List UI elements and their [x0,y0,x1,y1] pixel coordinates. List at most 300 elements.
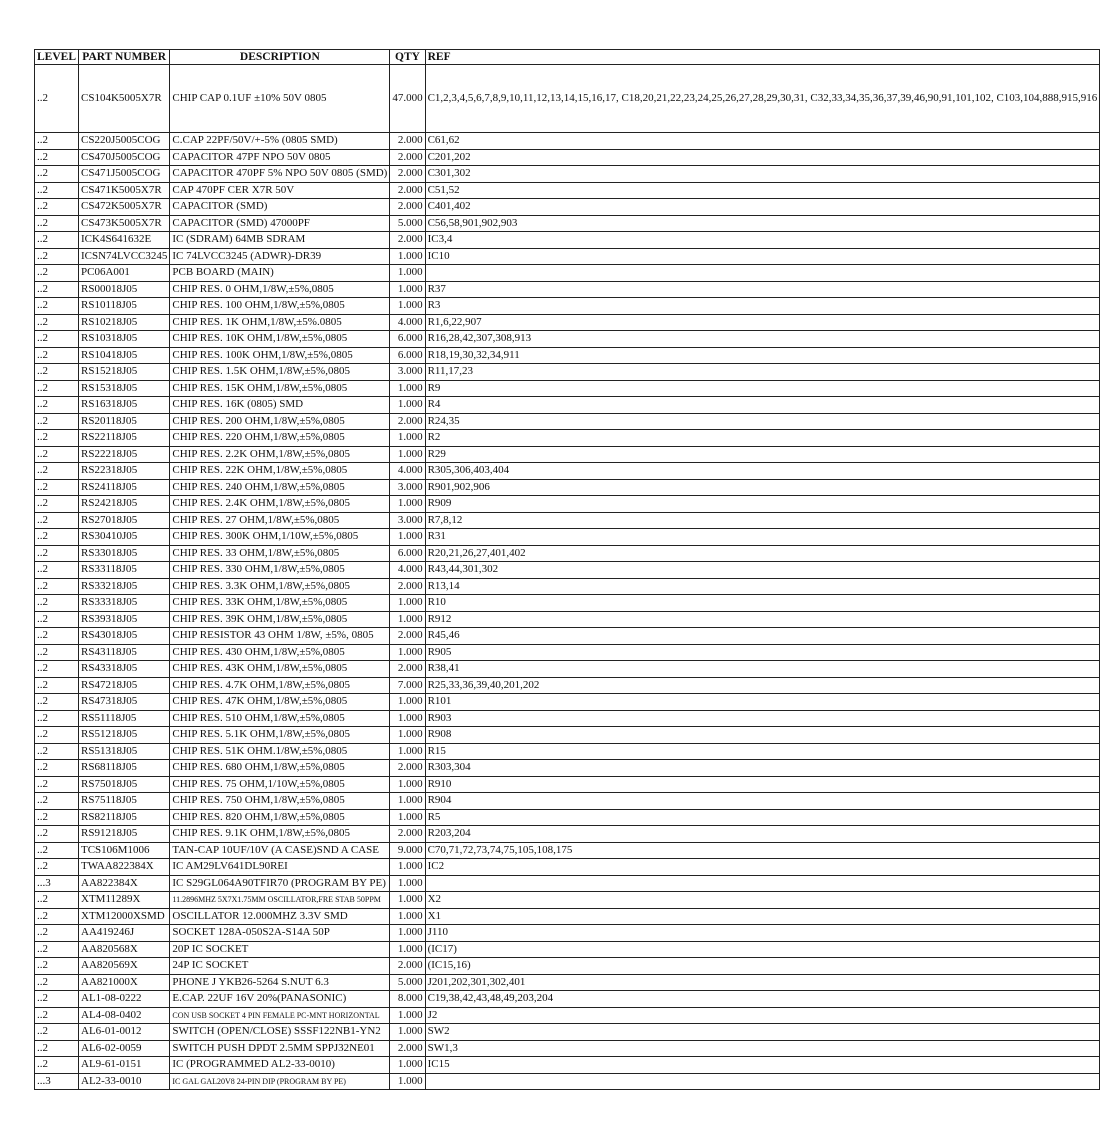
table-row [35,727,1100,744]
cell-description: IC AM29LV641DL90REI [170,859,390,876]
cell-part-number: CS473K5005X7R [79,215,170,232]
cell-ref: J201,202,301,302,401 [425,974,1100,991]
cell-qty: 1.000 [390,397,425,414]
cell-description: CHIP RESISTOR 43 OHM 1/8W, ±5%, 0805 [170,628,390,645]
table-row [35,958,1100,975]
cell-level: ..2 [35,199,79,216]
cell-ref: R909 [425,496,1100,513]
cell-part-number: CS220J5005COG [79,133,170,150]
bom-table [34,49,1100,1090]
cell-part-number: RS10218J05 [79,314,170,331]
table-row [35,908,1100,925]
header-description: DESCRIPTION [170,50,390,65]
cell-description: CHIP RES. 33K OHM,1/8W,±5%,0805 [170,595,390,612]
cell-description: CAPACITOR (SMD) [170,199,390,216]
cell-level: ..2 [35,776,79,793]
cell-ref: R901,902,906 [425,479,1100,496]
cell-description: C.CAP 22PF/50V/+-5% (0805 SMD) [170,133,390,150]
table-row [35,941,1100,958]
table-row [35,529,1100,546]
cell-part-number: ICSN74LVCC3245 [79,248,170,265]
cell-part-number: RS24218J05 [79,496,170,513]
cell-description: CHIP CAP 0.1UF ±10% 50V 0805 [170,65,390,133]
table-row [35,743,1100,760]
cell-description: CHIP RES. 1K OHM,1/8W,±5%.0805 [170,314,390,331]
cell-part-number: RS33318J05 [79,595,170,612]
cell-part-number: XTM11289X [79,892,170,909]
cell-part-number: CS104K5005X7R [79,65,170,133]
cell-ref: R908 [425,727,1100,744]
table-row [35,265,1100,282]
cell-qty: 1.000 [390,298,425,315]
cell-qty: 2.000 [390,958,425,975]
table-row [35,925,1100,942]
cell-description: CHIP RES. 240 OHM,1/8W,±5%,0805 [170,479,390,496]
cell-description: CHIP RES. 15K OHM,1/8W,±5%,0805 [170,380,390,397]
cell-qty: 2.000 [390,182,425,199]
table-row [35,661,1100,678]
cell-level: ..2 [35,826,79,843]
cell-qty: 1.000 [390,446,425,463]
cell-part-number: RS43318J05 [79,661,170,678]
cell-level: ..2 [35,1024,79,1041]
table-row [35,512,1100,529]
cell-qty: 3.000 [390,512,425,529]
cell-level: ..2 [35,677,79,694]
table-row [35,397,1100,414]
table-row [35,842,1100,859]
cell-qty: 4.000 [390,562,425,579]
cell-part-number: XTM12000XSMD [79,908,170,925]
cell-ref: R29 [425,446,1100,463]
cell-ref: R912 [425,611,1100,628]
cell-level: ..2 [35,595,79,612]
cell-part-number: TWAA822384X [79,859,170,876]
cell-description: CHIP RES. 510 OHM,1/8W,±5%,0805 [170,710,390,727]
cell-description: CHIP RES. 300K OHM,1/10W,±5%,0805 [170,529,390,546]
cell-part-number: RS47218J05 [79,677,170,694]
cell-part-number: RS91218J05 [79,826,170,843]
cell-ref: IC15 [425,1057,1100,1074]
cell-level: ...3 [35,875,79,892]
cell-ref: R904 [425,793,1100,810]
cell-description: CHIP RES. 3.3K OHM,1/8W,±5%,0805 [170,578,390,595]
cell-part-number: AA821000X [79,974,170,991]
table-row [35,182,1100,199]
cell-ref: R7,8,12 [425,512,1100,529]
cell-qty: 7.000 [390,677,425,694]
cell-level: ..2 [35,65,79,133]
cell-qty: 1.000 [390,892,425,909]
cell-description: CHIP RES. 430 OHM,1/8W,±5%,0805 [170,644,390,661]
cell-description: 24P IC SOCKET [170,958,390,975]
cell-ref: C1,2,3,4,5,6,7,8,9,10,11,12,13,14,15,16,17, C18,20,21,22,23,24,25,26,27,28,29,30,31, C32,33,34,35,36,37,39,46,90,91,101,102, C103,104,888,915,916 [425,65,1100,133]
cell-ref [425,875,1100,892]
cell-part-number: RS20118J05 [79,413,170,430]
cell-level: ..2 [35,479,79,496]
cell-level: ..2 [35,842,79,859]
cell-qty: 2.000 [390,232,425,249]
table-row [35,611,1100,628]
cell-part-number: RS39318J05 [79,611,170,628]
cell-ref: R45,46 [425,628,1100,645]
cell-part-number: RS33018J05 [79,545,170,562]
cell-part-number: RS51118J05 [79,710,170,727]
cell-qty: 2.000 [390,199,425,216]
cell-description: CHIP RES. 9.1K OHM,1/8W,±5%,0805 [170,826,390,843]
cell-qty: 5.000 [390,215,425,232]
cell-level: ..2 [35,941,79,958]
cell-description: CHIP RES. 200 OHM,1/8W,±5%,0805 [170,413,390,430]
table-row [35,875,1100,892]
cell-level: ..2 [35,430,79,447]
table-row [35,496,1100,513]
cell-level: ..2 [35,578,79,595]
cell-qty: 1.000 [390,1007,425,1024]
cell-ref: R18,19,30,32,34,911 [425,347,1100,364]
cell-level: ..2 [35,380,79,397]
table-row [35,413,1100,430]
cell-ref: R5 [425,809,1100,826]
table-row [35,199,1100,216]
cell-level: ..2 [35,991,79,1008]
cell-ref: R305,306,403,404 [425,463,1100,480]
cell-qty: 2.000 [390,578,425,595]
cell-part-number: AL4-08-0402 [79,1007,170,1024]
cell-description: IC 74LVCC3245 (ADWR)-DR39 [170,248,390,265]
cell-qty: 1.000 [390,710,425,727]
cell-part-number: RS22318J05 [79,463,170,480]
cell-description: CON USB SOCKET 4 PIN FEMALE PC-MNT HORIZONTAL [170,1007,390,1024]
cell-ref [425,265,1100,282]
table-row [35,892,1100,909]
cell-level: ..2 [35,710,79,727]
cell-description: CAP 470PF CER X7R 50V [170,182,390,199]
cell-description: CHIP RES. 680 OHM,1/8W,±5%,0805 [170,760,390,777]
cell-ref: R903 [425,710,1100,727]
cell-ref: C19,38,42,43,48,49,203,204 [425,991,1100,1008]
cell-level: ..2 [35,628,79,645]
cell-part-number: CS472K5005X7R [79,199,170,216]
table-row [35,215,1100,232]
table-row [35,760,1100,777]
cell-qty: 2.000 [390,661,425,678]
cell-ref: C401,402 [425,199,1100,216]
cell-part-number: RS75118J05 [79,793,170,810]
cell-qty: 2.000 [390,628,425,645]
cell-part-number: RS10318J05 [79,331,170,348]
cell-qty: 2.000 [390,413,425,430]
cell-level: ..2 [35,413,79,430]
cell-ref: R9 [425,380,1100,397]
cell-part-number: RS51218J05 [79,727,170,744]
cell-qty: 1.000 [390,430,425,447]
cell-part-number: RS33118J05 [79,562,170,579]
cell-qty: 1.000 [390,380,425,397]
table-row [35,364,1100,381]
cell-description: PCB BOARD (MAIN) [170,265,390,282]
cell-ref: C70,71,72,73,74,75,105,108,175 [425,842,1100,859]
cell-ref: R31 [425,529,1100,546]
cell-qty: 1.000 [390,496,425,513]
cell-description: CHIP RES. 16K (0805) SMD [170,397,390,414]
table-row [35,463,1100,480]
cell-ref: R43,44,301,302 [425,562,1100,579]
cell-description: CAPACITOR (SMD) 47000PF [170,215,390,232]
cell-level: ..2 [35,149,79,166]
table-row [35,809,1100,826]
cell-description: CHIP RES. 820 OHM,1/8W,±5%,0805 [170,809,390,826]
cell-level: ..2 [35,661,79,678]
cell-ref: X2 [425,892,1100,909]
cell-level: ..2 [35,281,79,298]
cell-ref: C61,62 [425,133,1100,150]
cell-ref: R905 [425,644,1100,661]
cell-description: CHIP RES. 5.1K OHM,1/8W,±5%,0805 [170,727,390,744]
header-row [35,50,1100,65]
cell-qty: 9.000 [390,842,425,859]
table-row [35,1073,1100,1090]
table-row [35,710,1100,727]
cell-level: ..2 [35,298,79,315]
cell-qty: 1.000 [390,694,425,711]
cell-description: IC GAL GAL20V8 24-PIN DIP (PROGRAM BY PE) [170,1073,390,1090]
cell-qty: 1.000 [390,809,425,826]
cell-part-number: RS16318J05 [79,397,170,414]
cell-part-number: RS51318J05 [79,743,170,760]
cell-ref: R303,304 [425,760,1100,777]
cell-qty: 1.000 [390,743,425,760]
cell-ref: R10 [425,595,1100,612]
cell-ref: R16,28,42,307,308,913 [425,331,1100,348]
table-row [35,628,1100,645]
table-row [35,578,1100,595]
cell-description: CHIP RES. 100 OHM,1/8W,±5%,0805 [170,298,390,315]
cell-description: CHIP RES. 22K OHM,1/8W,±5%,0805 [170,463,390,480]
cell-part-number: RS15218J05 [79,364,170,381]
cell-part-number: AL6-02-0059 [79,1040,170,1057]
cell-level: ..2 [35,397,79,414]
cell-part-number: RS10418J05 [79,347,170,364]
cell-qty: 1.000 [390,644,425,661]
cell-part-number: AA820569X [79,958,170,975]
cell-ref: R37 [425,281,1100,298]
header-level: LEVEL [35,50,79,65]
cell-ref: SW1,3 [425,1040,1100,1057]
cell-part-number: RS22118J05 [79,430,170,447]
cell-level: ..2 [35,809,79,826]
cell-qty: 4.000 [390,314,425,331]
cell-ref: J2 [425,1007,1100,1024]
table-row [35,826,1100,843]
cell-description: CHIP RES. 10K OHM,1/8W,±5%,0805 [170,331,390,348]
cell-description: SWITCH PUSH DPDT 2.5MM SPPJ32NE01 [170,1040,390,1057]
cell-part-number: AL9-61-0151 [79,1057,170,1074]
table-row [35,677,1100,694]
cell-part-number: RS22218J05 [79,446,170,463]
cell-level: ..2 [35,1040,79,1057]
table-row [35,991,1100,1008]
cell-description: CHIP RES. 100K OHM,1/8W,±5%,0805 [170,347,390,364]
cell-ref: C301,302 [425,166,1100,183]
cell-qty: 2.000 [390,826,425,843]
cell-level: ..2 [35,232,79,249]
cell-qty: 47.000 [390,65,425,133]
cell-qty: 2.000 [390,149,425,166]
cell-description: CHIP RES. 4.7K OHM,1/8W,±5%,0805 [170,677,390,694]
cell-ref: SW2 [425,1024,1100,1041]
cell-level: ..2 [35,331,79,348]
cell-description: PHONE J YKB26-5264 S.NUT 6.3 [170,974,390,991]
bom-body [35,65,1100,1090]
cell-qty: 1.000 [390,248,425,265]
cell-level: ..2 [35,925,79,942]
cell-qty: 1.000 [390,941,425,958]
header-part-number: PART NUMBER [79,50,170,65]
cell-qty: 3.000 [390,479,425,496]
cell-part-number: CS471J5005COG [79,166,170,183]
header-ref: REF [425,50,1100,65]
cell-description: CHIP RES. 330 OHM,1/8W,±5%,0805 [170,562,390,579]
cell-qty: 1.000 [390,793,425,810]
cell-qty: 1.000 [390,265,425,282]
cell-description: CHIP RES. 750 OHM,1/8W,±5%,0805 [170,793,390,810]
cell-part-number: CS471K5005X7R [79,182,170,199]
table-row [35,166,1100,183]
cell-level: ..2 [35,347,79,364]
cell-description: CHIP RES. 1.5K OHM,1/8W,±5%,0805 [170,364,390,381]
cell-description: CHIP RES. 2.4K OHM,1/8W,±5%,0805 [170,496,390,513]
cell-level: ..2 [35,248,79,265]
cell-part-number: RS00018J05 [79,281,170,298]
cell-part-number: RS43018J05 [79,628,170,645]
cell-qty: 1.000 [390,727,425,744]
cell-ref: C56,58,901,902,903 [425,215,1100,232]
cell-part-number: RS43118J05 [79,644,170,661]
table-row [35,380,1100,397]
cell-ref: R38,41 [425,661,1100,678]
cell-level: ..2 [35,760,79,777]
cell-level: ..2 [35,446,79,463]
cell-part-number: AL1-08-0222 [79,991,170,1008]
cell-description: CHIP RES. 220 OHM,1/8W,±5%,0805 [170,430,390,447]
cell-level: ..2 [35,743,79,760]
cell-part-number: AA419246J [79,925,170,942]
cell-qty: 1.000 [390,875,425,892]
cell-ref: R20,21,26,27,401,402 [425,545,1100,562]
cell-level: ..2 [35,793,79,810]
cell-ref: IC3,4 [425,232,1100,249]
cell-part-number: CS470J5005COG [79,149,170,166]
cell-ref: IC10 [425,248,1100,265]
table-row [35,644,1100,661]
table-row [35,298,1100,315]
cell-part-number: TCS106M1006 [79,842,170,859]
cell-level: ..2 [35,908,79,925]
cell-description: IC (SDRAM) 64MB SDRAM [170,232,390,249]
cell-level: ..2 [35,562,79,579]
cell-description: CHIP RES. 51K OHM.1/8W,±5%,0805 [170,743,390,760]
cell-qty: 1.000 [390,529,425,546]
cell-description: CAPACITOR 470PF 5% NPO 50V 0805 (SMD) [170,166,390,183]
cell-ref: R2 [425,430,1100,447]
cell-qty: 1.000 [390,1057,425,1074]
table-row [35,133,1100,150]
cell-qty: 6.000 [390,347,425,364]
cell-level: ..2 [35,958,79,975]
cell-part-number: RS47318J05 [79,694,170,711]
cell-qty: 1.000 [390,859,425,876]
cell-ref: R24,35 [425,413,1100,430]
cell-ref: R910 [425,776,1100,793]
cell-qty: 1.000 [390,908,425,925]
cell-level: ..2 [35,644,79,661]
cell-description: CHIP RES. 39K OHM,1/8W,±5%,0805 [170,611,390,628]
cell-qty: 1.000 [390,925,425,942]
table-row [35,347,1100,364]
cell-part-number: RS24118J05 [79,479,170,496]
header-qty: QTY [390,50,425,65]
table-row [35,793,1100,810]
cell-part-number: RS33218J05 [79,578,170,595]
cell-description: IC S29GL064A90TFIR70 (PROGRAM BY PE) [170,875,390,892]
cell-description: SWITCH (OPEN/CLOSE) SSSF122NB1-YN2 [170,1024,390,1041]
cell-ref: X1 [425,908,1100,925]
cell-description: CHIP RES. 33 OHM,1/8W,±5%,0805 [170,545,390,562]
cell-level: ..2 [35,463,79,480]
cell-description: CHIP RES. 47K OHM,1/8W,±5%,0805 [170,694,390,711]
cell-qty: 6.000 [390,331,425,348]
cell-level: ..2 [35,265,79,282]
cell-ref: R101 [425,694,1100,711]
cell-part-number: AA820568X [79,941,170,958]
table-row [35,314,1100,331]
cell-level: ..2 [35,892,79,909]
table-row [35,331,1100,348]
table-row [35,859,1100,876]
cell-qty: 6.000 [390,545,425,562]
cell-level: ..2 [35,364,79,381]
cell-part-number: AL6-01-0012 [79,1024,170,1041]
cell-qty: 2.000 [390,166,425,183]
cell-level: ..2 [35,166,79,183]
cell-part-number: RS75018J05 [79,776,170,793]
cell-level: ..2 [35,1007,79,1024]
cell-description: CHIP RES. 2.2K OHM,1/8W,±5%,0805 [170,446,390,463]
cell-level: ...3 [35,1073,79,1090]
cell-qty: 1.000 [390,1024,425,1041]
cell-ref: IC2 [425,859,1100,876]
cell-description: CHIP RES. 75 OHM,1/10W,±5%,0805 [170,776,390,793]
cell-qty: 1.000 [390,281,425,298]
table-row [35,149,1100,166]
table-row [35,595,1100,612]
cell-part-number: AA822384X [79,875,170,892]
cell-part-number: RS15318J05 [79,380,170,397]
cell-description: 11.2896MHZ 5X7X1.75MM OSCILLATOR,FRE STAB 50PPM [170,892,390,909]
cell-qty: 2.000 [390,760,425,777]
cell-level: ..2 [35,215,79,232]
cell-qty: 1.000 [390,1073,425,1090]
cell-description: IC (PROGRAMMED AL2-33-0010) [170,1057,390,1074]
cell-ref: R15 [425,743,1100,760]
cell-part-number: AL2-33-0010 [79,1073,170,1090]
cell-ref: R1,6,22,907 [425,314,1100,331]
cell-level: ..2 [35,1057,79,1074]
table-row [35,694,1100,711]
cell-part-number: RS30410J05 [79,529,170,546]
cell-ref: R203,204 [425,826,1100,843]
